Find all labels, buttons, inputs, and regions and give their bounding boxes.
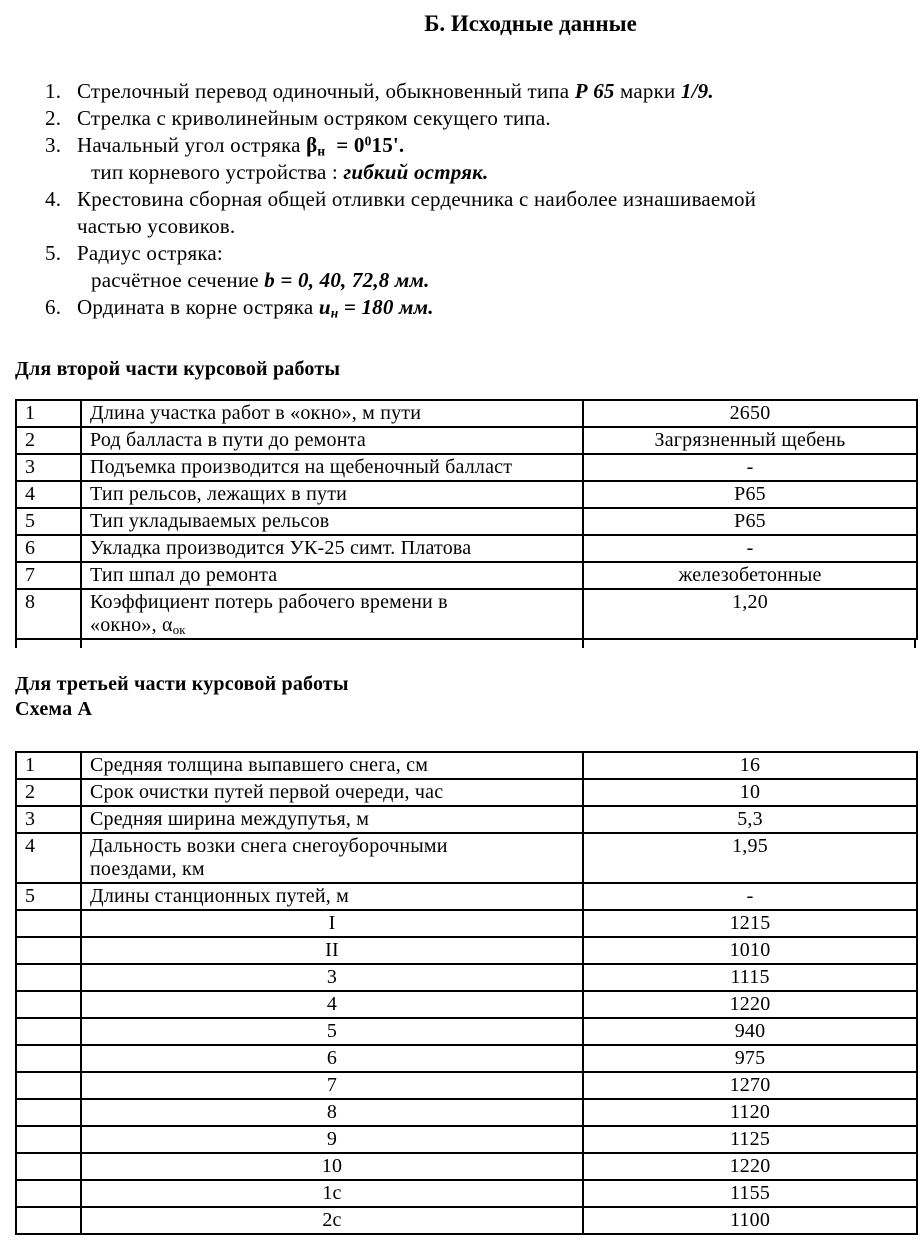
- stub-cell: [15, 640, 80, 648]
- table-row: [16, 1045, 917, 1072]
- row-number-cell: 4: [16, 481, 81, 508]
- list-number: 5.: [45, 241, 62, 265]
- row-value-cell: 1125: [583, 1126, 917, 1153]
- row-label-cell: 5: [81, 1018, 583, 1045]
- text-segment: Р 65: [574, 79, 621, 103]
- table-row: [16, 1153, 917, 1180]
- text-segment: b = 0, 40, 72,8 мм.: [264, 268, 430, 292]
- row-label-cell: 7: [81, 1072, 583, 1099]
- list-number: 1.: [45, 79, 62, 103]
- row-label-cell: I: [81, 910, 583, 937]
- part3-heading: Для третьей части курсовой работы: [15, 673, 349, 695]
- text-segment: Радиус остряка:: [77, 241, 223, 265]
- row-number-cell: 3: [16, 806, 81, 833]
- row-label-cell: Укладка производится УК-25 симт. Платова: [81, 535, 583, 562]
- list-item: [45, 186, 916, 240]
- row-value-cell: 1100: [583, 1207, 917, 1234]
- row-number-cell: 2: [16, 427, 81, 454]
- text-segment: н: [317, 143, 326, 159]
- row-label-cell: Коэффициент потерь рабочего времени в «окно», $\alpha_{ок}$: [81, 589, 583, 639]
- text-segment: β: [306, 133, 318, 157]
- row-number-cell: 1: [16, 400, 81, 427]
- row-label-cell: Средняя ширина междупутья, м: [81, 806, 583, 833]
- row-number-cell: [16, 1207, 81, 1234]
- row-number-cell: 7: [16, 562, 81, 589]
- list-number: 6.: [45, 295, 62, 319]
- table-row: [16, 937, 917, 964]
- row-value-cell: 1120: [583, 1099, 917, 1126]
- list-line: [45, 132, 916, 159]
- row-number-cell: [16, 1099, 81, 1126]
- row-value-cell: 1,20: [583, 589, 917, 639]
- row-label-cell: Род балласта в пути до ремонта: [81, 427, 583, 454]
- table-row: [16, 400, 917, 427]
- text-segment: н: [330, 305, 339, 321]
- row-number-cell: [16, 1153, 81, 1180]
- text-segment: = 180 мм.: [338, 295, 434, 319]
- table-row: [16, 964, 917, 991]
- text-segment: гибкий остряк.: [343, 160, 489, 184]
- text-segment: частью усовиков.: [77, 214, 236, 238]
- row-label-cell: Тип рельсов, лежащих в пути: [81, 481, 583, 508]
- row-value-cell: -: [583, 454, 917, 481]
- row-number-cell: 2: [16, 779, 81, 806]
- row-number-cell: [16, 964, 81, 991]
- list-item: [45, 78, 916, 105]
- list-line: [45, 294, 916, 321]
- row-value-cell: железобетонные: [583, 562, 917, 589]
- row-value-cell: Загрязненный щебень: [583, 427, 917, 454]
- row-value-cell: 10: [583, 779, 917, 806]
- text-segment: 1/9.: [680, 79, 714, 103]
- table-row: [16, 1126, 917, 1153]
- row-label-cell: II: [81, 937, 583, 964]
- row-value-cell: 1215: [583, 910, 917, 937]
- row-label-cell: 2с: [81, 1207, 583, 1234]
- row-number-cell: 5: [16, 883, 81, 910]
- row-value-cell: 1115: [583, 964, 917, 991]
- row-number-cell: 1: [16, 752, 81, 779]
- row-number-cell: [16, 991, 81, 1018]
- table-row: [16, 1072, 917, 1099]
- table-row: [16, 752, 917, 779]
- table-row: [16, 991, 917, 1018]
- row-value-cell: 1220: [583, 991, 917, 1018]
- row-label-cell: 8: [81, 1099, 583, 1126]
- text-segment: Крестовина сборная общей отливки сердечника с наиболее изнашиваемой: [77, 187, 757, 211]
- row-label-cell: 6: [81, 1045, 583, 1072]
- list-number: 4.: [45, 187, 62, 211]
- row-label-cell: 1с: [81, 1180, 583, 1207]
- table-row: [16, 1099, 917, 1126]
- row-label-cell: 4: [81, 991, 583, 1018]
- table-row: [16, 833, 917, 883]
- row-value-cell: Р65: [583, 508, 917, 535]
- row-number-cell: [16, 937, 81, 964]
- row-number-cell: [16, 1045, 81, 1072]
- table-row: [16, 806, 917, 833]
- row-label-cell: Тип шпал до ремонта: [81, 562, 583, 589]
- table-row: [16, 779, 917, 806]
- row-label-cell: Срок очистки путей первой очереди, час: [81, 779, 583, 806]
- text-segment: 0: [364, 133, 372, 149]
- row-label-cell: Подъемка производится на щебеночный балласт: [81, 454, 583, 481]
- page-title: Б. Исходные данные: [424, 11, 637, 36]
- intro-list: [45, 78, 916, 321]
- list-line: [45, 78, 916, 105]
- row-number-cell: [16, 1018, 81, 1045]
- text-segment: расчётное сечение: [91, 268, 265, 292]
- row-number-cell: [16, 1180, 81, 1207]
- row-number-cell: 4: [16, 833, 81, 883]
- list-item: [45, 294, 916, 321]
- stub-cell: [582, 640, 916, 648]
- row-value-cell: 1,95: [583, 833, 917, 883]
- row-number-cell: [16, 1126, 81, 1153]
- row-number-cell: 3: [16, 454, 81, 481]
- list-number: 3.: [45, 133, 62, 157]
- label-subscript: ок: [172, 623, 186, 638]
- table-row: [16, 883, 917, 910]
- part2-table: [15, 399, 918, 640]
- row-value-cell: 5,3: [583, 806, 917, 833]
- row-value-cell: 1155: [583, 1180, 917, 1207]
- row-label-cell: Длина участка работ в «окно», м пути: [81, 400, 583, 427]
- row-label-cell: Длины станционных путей, м: [81, 883, 583, 910]
- table-row: [16, 1018, 917, 1045]
- text-segment: Стрелочный перевод одиночный, обыкновенный типа: [77, 79, 575, 103]
- row-label-cell: Средняя толщина выпавшего снега, см: [81, 752, 583, 779]
- row-label-cell: 3: [81, 964, 583, 991]
- row-value-cell: -: [583, 535, 917, 562]
- text-segment: марки: [620, 79, 681, 103]
- text-segment: 15'.: [371, 133, 405, 157]
- list-line: [45, 267, 916, 294]
- table-row: [16, 508, 917, 535]
- list-line: [45, 213, 916, 240]
- table-row: [16, 910, 917, 937]
- list-line: [45, 105, 916, 132]
- row-value-cell: 1220: [583, 1153, 917, 1180]
- text-segment: и: [318, 295, 331, 319]
- stub-cell: [80, 640, 582, 648]
- list-item: [45, 240, 916, 294]
- list-item: [45, 132, 916, 186]
- row-value-cell: 975: [583, 1045, 917, 1072]
- row-value-cell: 1270: [583, 1072, 917, 1099]
- text-segment: Стрелка с криволинейным остряком секущего типа.: [77, 106, 551, 130]
- row-value-cell: 2650: [583, 400, 917, 427]
- table-row: [16, 562, 917, 589]
- part3-table: [15, 751, 918, 1235]
- row-label-cell: Тип укладываемых рельсов: [81, 508, 583, 535]
- table-row: [16, 481, 917, 508]
- table-row: [16, 454, 917, 481]
- list-line: [45, 186, 916, 213]
- table-row: [16, 1180, 917, 1207]
- row-number-cell: 5: [16, 508, 81, 535]
- part3-subheading: Схема А: [15, 698, 93, 720]
- row-value-cell: 16: [583, 752, 917, 779]
- row-label-cell: 10: [81, 1153, 583, 1180]
- row-label-cell: 9: [81, 1126, 583, 1153]
- table-row: [16, 427, 917, 454]
- row-number-cell: 8: [16, 589, 81, 639]
- row-number-cell: [16, 910, 81, 937]
- row-number-cell: 6: [16, 535, 81, 562]
- row-value-cell: 1010: [583, 937, 917, 964]
- list-item: [45, 105, 916, 132]
- text-segment: = 0: [325, 133, 365, 157]
- table-row: [16, 589, 917, 639]
- text-segment: Ордината в корне остряка: [77, 295, 319, 319]
- row-label-cell: Дальность возки снега снегоуборочными поездами, км: [81, 833, 583, 883]
- text-segment: Начальный угол остряка: [77, 133, 307, 157]
- list-number: 2.: [45, 106, 62, 130]
- list-line: [45, 159, 916, 186]
- row-value-cell: -: [583, 883, 917, 910]
- table-row: [16, 1207, 917, 1234]
- row-number-cell: [16, 1072, 81, 1099]
- row-value-cell: 940: [583, 1018, 917, 1045]
- table-continuation-stub: [15, 640, 916, 648]
- text-segment: тип корневого устройства :: [91, 160, 344, 184]
- list-line: [45, 240, 916, 267]
- row-value-cell: Р65: [583, 481, 917, 508]
- table-row: [16, 535, 917, 562]
- part2-heading: Для второй части курсовой работы: [15, 358, 341, 380]
